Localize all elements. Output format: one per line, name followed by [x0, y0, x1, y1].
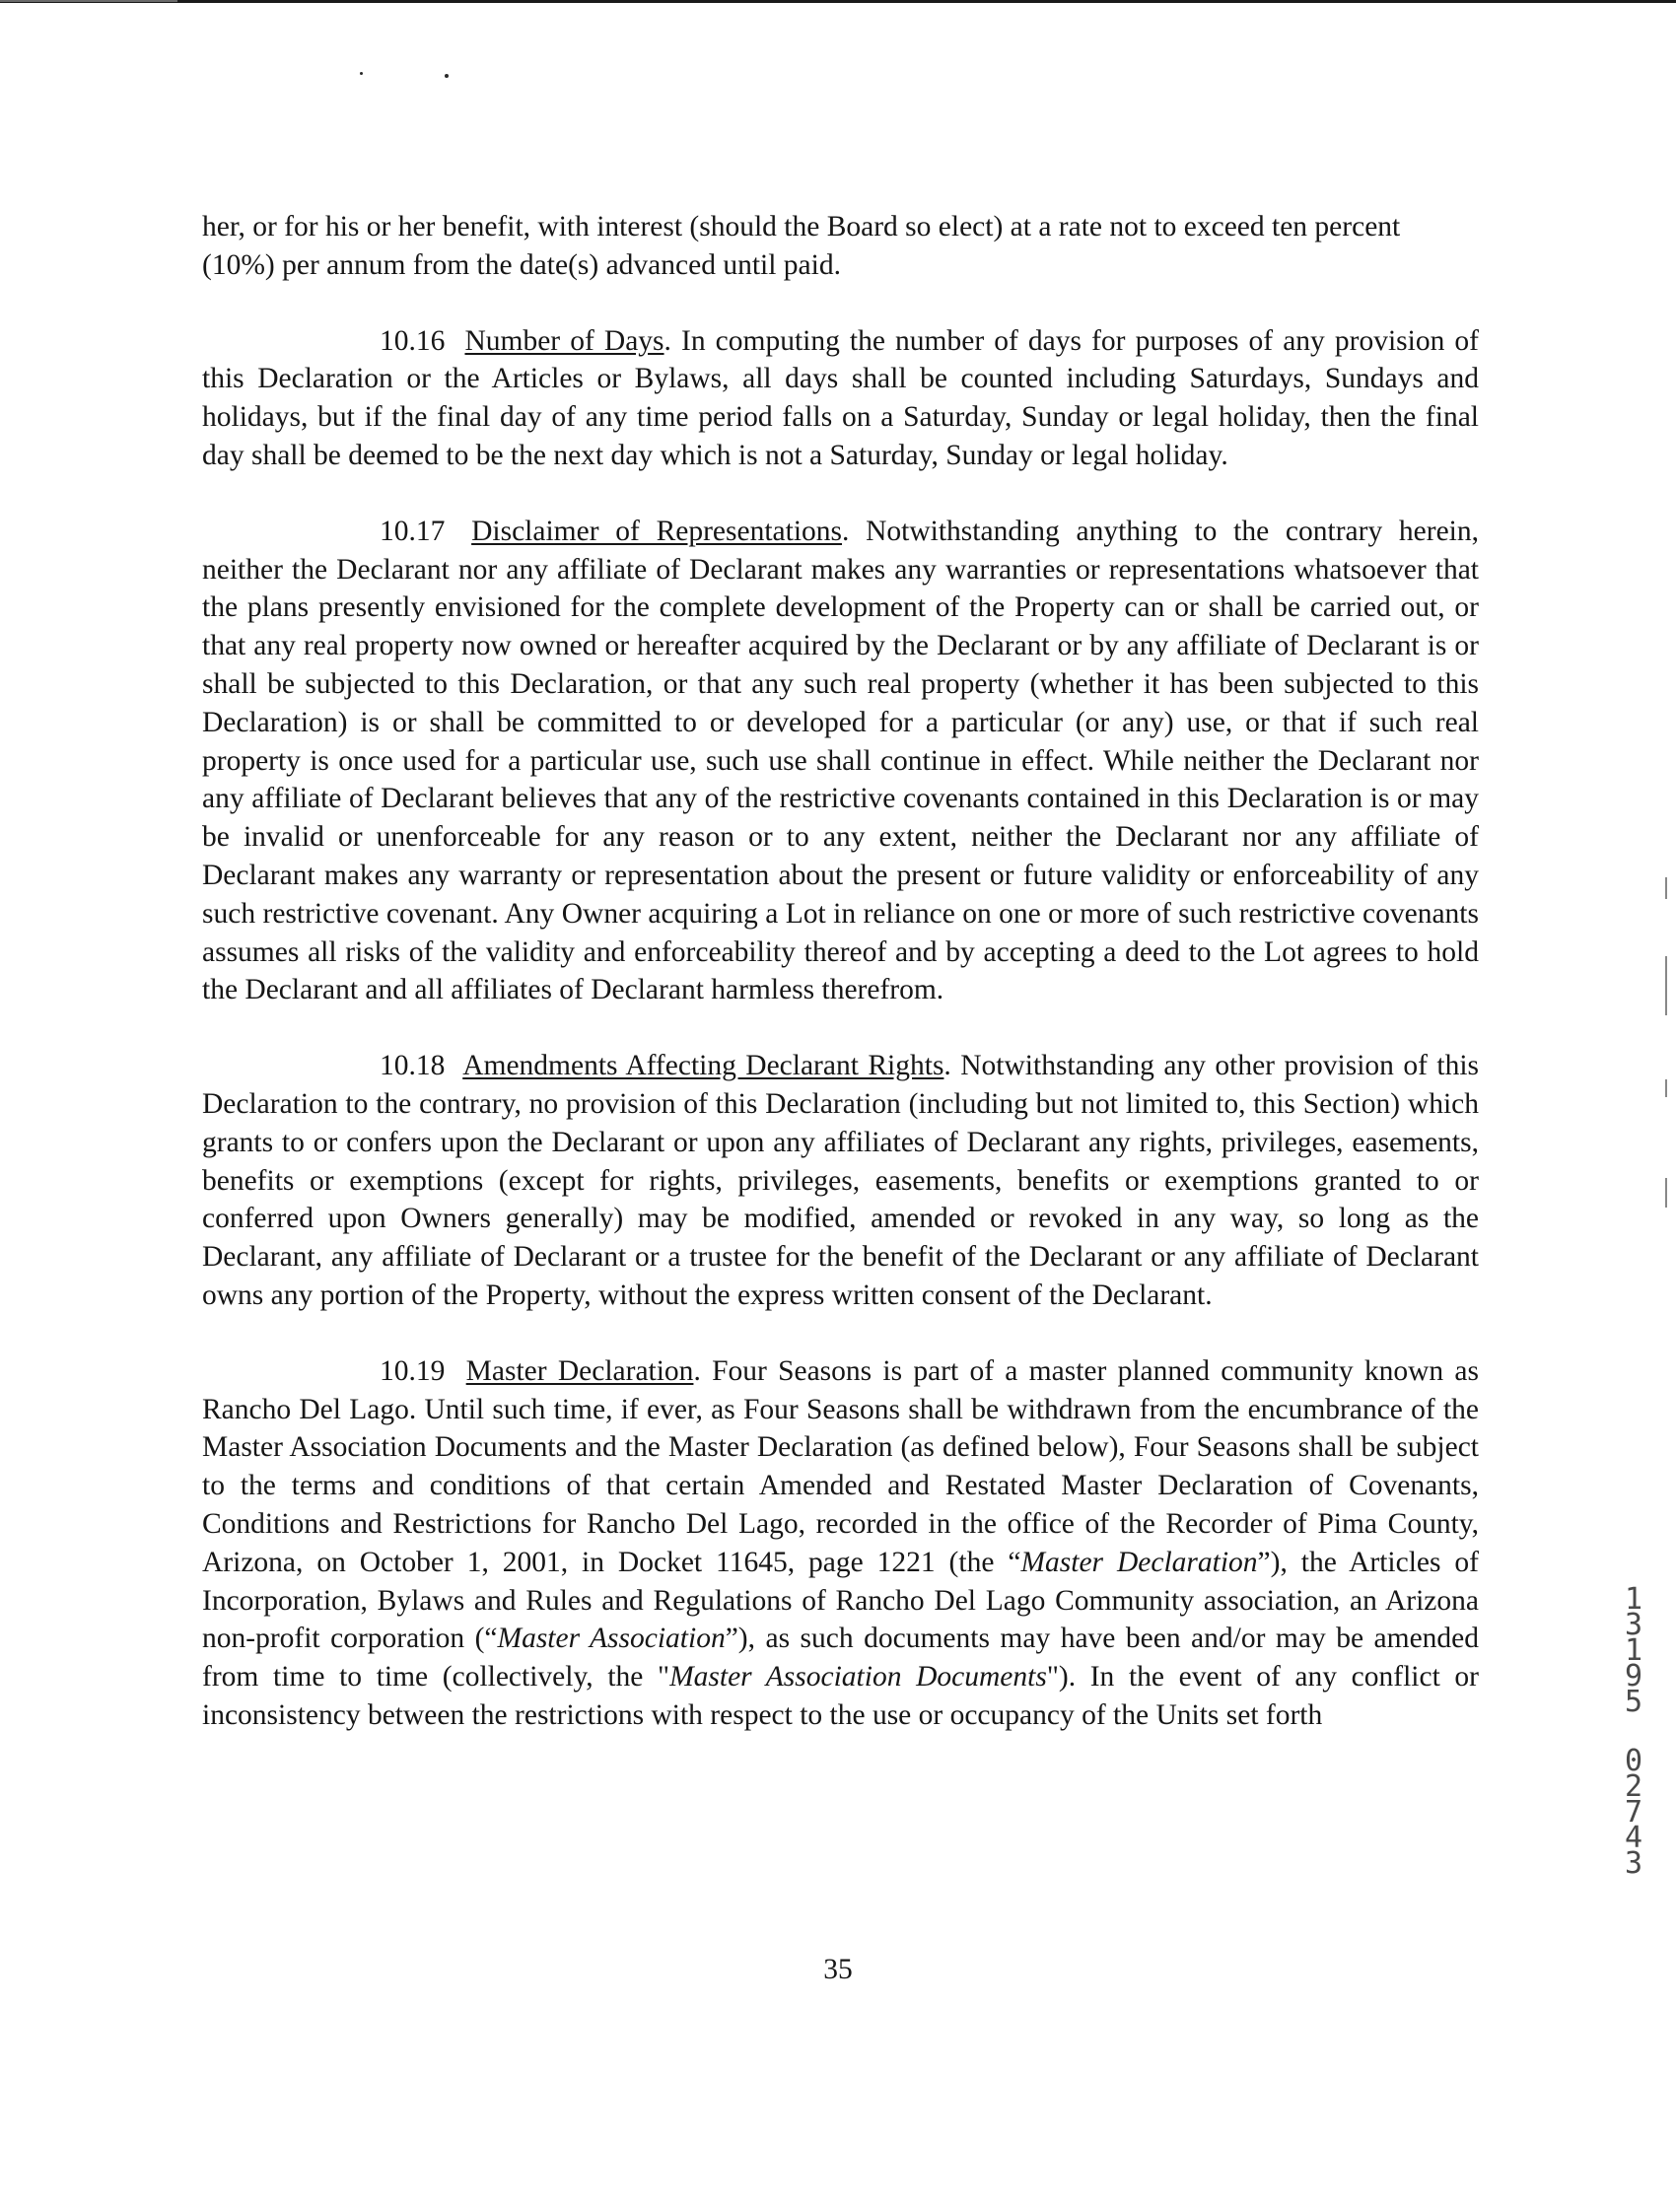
page-number: 35: [823, 1954, 853, 1985]
stamp-digit: 1: [1624, 1582, 1643, 1617]
stamp-digit: 3: [1624, 1846, 1643, 1881]
section-body: . Notwithstanding anything to the contrary herein, neither the Declarant nor any affiliate of Declarant makes any warranties or representations whatsoever that the plans presently envisioned for the complete development of the Property can or shall be carried out, or that any real property now owned or hereafter acquired by the Declarant or by any affiliate of Declarant is or shall be subjected to this Declaration, or that any such real property (whether it has been subjected to this Declaration) is or shall be committed to or developed for a particular (or any) use, or that if such real property is once used for a particular use, such use shall continue in effect. While neither the Declarant nor any affiliate of Declarant believes that any of the restrictive covenants contained in this Declaration is or may be invalid or unenforceable for any reason or to any extent, neither the Declarant nor any affiliate of Declarant makes any warranty or representation about the present or future validity or enforceability of any such restrictive covenant. Any Owner acquiring a Lot in reliance on one or more of such restrictive covenants assumes all risks of the validity and enforceability thereof and by accepting a deed to the Lot agrees to hold the Declarant and all affiliates of Declarant harmless therefrom.: [202, 515, 1480, 1006]
scan-top-edge: [0, 0, 1676, 3]
scan-margin-mark: [1665, 1178, 1667, 1208]
stamp-digit: 0: [1624, 1744, 1643, 1778]
section-number: 10.18: [380, 1050, 446, 1082]
section-body: ”), the Articles of Incorporation, Bylaws and Rules and Regulations of Rancho Del Lago Community association, an Arizona non-profit corporation (“: [202, 1546, 1479, 1655]
stamp-digit: 1: [1624, 1633, 1643, 1668]
section-heading: Master Declaration: [465, 1354, 694, 1387]
section-number: 10.17: [380, 515, 446, 547]
section-10-17: [202, 513, 1479, 1009]
stamp-digit: 5: [1624, 1685, 1643, 1719]
section-body: ”), as such documents may have been and/or may be amended from time to time (collectively, the ": [202, 1623, 1480, 1694]
section-10-19: [202, 1352, 1479, 1735]
stamp-digit: 2: [1624, 1769, 1643, 1804]
section-heading: Disclaimer of Representations: [471, 515, 842, 547]
defined-term: Master Association Documents: [669, 1661, 1047, 1694]
scan-top-edge-faint: [0, 0, 177, 2]
section-number: 10.16: [380, 324, 446, 357]
section-body: . In computing the number of days for purposes of any provision of this Declaration or the Articles or Bylaws, all days shall be counted including Saturdays, Sundays and holidays, but if the final day of any time period falls on a Saturday, Sunday or legal holiday, then the final day shall be deemed to be the next day which is not a Saturday, Sunday or legal holiday.: [202, 324, 1479, 471]
scan-speck: [445, 74, 449, 78]
recording-stamp: [1617, 1582, 1650, 1881]
section-number: 10.19: [380, 1354, 446, 1387]
defined-term: Master Association: [497, 1623, 726, 1655]
section-body: . Four Seasons is part of a master planned community known as Rancho Del Lago. Until such time, if ever, as Four Seasons shall be withdrawn from the encumbrance of the Master Association Documents and the Master Declaration (as defined below), Four Seasons shall be subject to the terms and conditions of that certain Amended and Restated Master Declaration of Covenants, Conditions and Restrictions for Rancho Del Lago, recorded in the office of the Recorder of Pima County, Arizona, on October 1, 2001, in Docket 11645, page 1221 (the “: [202, 1354, 1480, 1578]
section-heading: Number of Days: [464, 324, 664, 357]
continuation-paragraph: [202, 208, 1479, 285]
section-10-16: [202, 322, 1479, 475]
section-body: "). In the event of any conflict or inconsistency between the restrictions with respect to the use or occupancy of the Units set forth: [202, 1661, 1480, 1731]
scan-margin-mark: [1665, 1079, 1667, 1097]
scan-margin-mark: [1665, 956, 1667, 1015]
stamp-digit: 3: [1624, 1608, 1643, 1642]
section-10-18: [202, 1047, 1479, 1315]
document-body: [202, 208, 1479, 1772]
paragraph-text: her, or for his or her benefit, with interest (should the Board so elect) at a rate not to exceed ten percent (10%) per annum from the date(s) advanced until paid.: [202, 211, 1401, 281]
stamp-digit: 4: [1624, 1821, 1643, 1855]
section-body: . Notwithstanding any other provision of this Declaration to the contrary, no provision of this Declaration (including but not limited to, this Section) which grants to or confers upon the Declarant or upon any affiliates of Declarant any rights, privileges, easements, benefits or exemptions (except for rights, privileges, easements, benefits or exemptions granted to or conferred upon Owners generally) may be modified, amended or revoked in any way, so long as the Declarant, any affiliate of Declarant or a trustee for the benefit of the Declarant or any affiliate of Declarant owns any portion of the Property, without the express written consent of the Declarant.: [202, 1050, 1479, 1311]
section-heading: Amendments Affecting Declarant Rights: [462, 1050, 944, 1082]
scan-margin-mark: [1665, 877, 1667, 899]
stamp-digit: 9: [1624, 1659, 1643, 1694]
scan-speck: [360, 72, 363, 75]
stamp-digit: 7: [1624, 1795, 1643, 1830]
defined-term: Master Declaration: [1020, 1546, 1258, 1578]
